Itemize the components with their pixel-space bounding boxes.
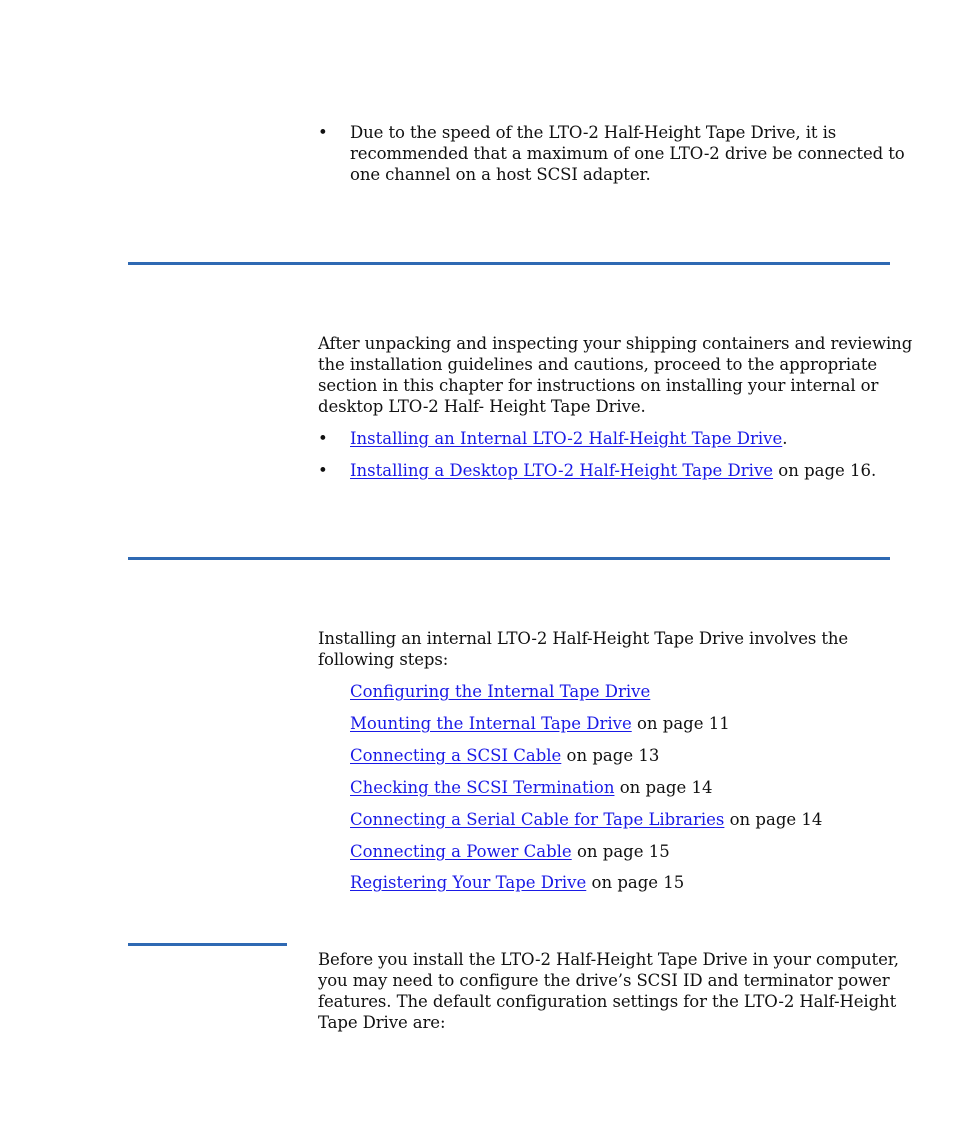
list-item [350,809,822,830]
link-suffix: . [782,429,788,448]
text-line: desktop LTO-2 Half- Height Tape Drive. [318,397,646,416]
text-line: After unpacking and inspecting your shipping containers and reviewing [318,334,913,353]
install-intro-paragraph [318,333,912,417]
list-item [350,460,876,481]
link-checking-scsi-termination[interactable]: Checking the SCSI Termination [350,778,615,797]
link-suffix: on page 11 [631,714,730,733]
bullet-dot: • [318,123,328,142]
text-line: section in this chapter for instructions on installing your internal or [318,376,879,395]
list-item [350,777,713,798]
link-registering-tape-drive[interactable]: Registering Your Tape Drive [350,873,587,892]
section-divider [128,262,890,265]
link-suffix: on page 14 [724,810,823,829]
list-item [350,428,788,449]
link-mounting-internal-drive[interactable]: Mounting the Internal Tape Drive [350,714,632,733]
link-suffix: on page 15 [586,873,685,892]
link-suffix: on page 14 [614,778,713,797]
text-line: features. The default configuration settings for the LTO-2 Half-Height [318,992,897,1011]
list-item [350,872,684,893]
link-suffix: on page 16. [773,461,877,480]
list-item [350,745,659,766]
section-divider [128,557,890,560]
text-line: Installing an internal LTO-2 Half-Height Tape Drive involves the [318,629,849,648]
link-install-desktop[interactable]: Installing a Desktop LTO-2 Half-Height Tape Drive [350,461,774,480]
text-line: recommended that a maximum of one LTO-2 drive be connected to [350,144,905,163]
link-connecting-power-cable[interactable]: Connecting a Power Cable [350,842,572,861]
link-suffix: on page 15 [571,842,670,861]
text-line: Before you install the LTO-2 Half-Height Tape Drive in your computer, [318,950,899,969]
text-line: one channel on a host SCSI adapter. [350,165,651,184]
text-line: the installation guidelines and cautions, proceed to the appropriate [318,355,878,374]
bullet-dot: • [318,429,328,448]
text-line: Due to the speed of the LTO-2 Half-Height Tape Drive, it is [350,123,837,142]
internal-intro-paragraph [318,628,848,670]
text-line: Tape Drive are: [318,1013,446,1032]
link-suffix: on page 13 [561,746,660,765]
link-configuring-internal-drive[interactable]: Configuring the Internal Tape Drive [350,682,651,701]
link-connecting-scsi-cable[interactable]: Connecting a SCSI Cable [350,746,562,765]
top-bullet-text [350,122,905,185]
list-item [350,713,730,734]
list-item [350,841,670,862]
text-line: following steps: [318,650,449,669]
link-connecting-serial-cable[interactable]: Connecting a Serial Cable for Tape Libraries [350,810,725,829]
bullet-dot: • [318,461,328,480]
list-item [350,681,650,702]
subsection-divider [128,943,287,946]
configure-paragraph [318,949,899,1033]
link-install-internal[interactable]: Installing an Internal LTO-2 Half-Height Tape Drive [350,429,783,448]
text-line: you may need to configure the drive’s SCSI ID and terminator power [318,971,890,990]
